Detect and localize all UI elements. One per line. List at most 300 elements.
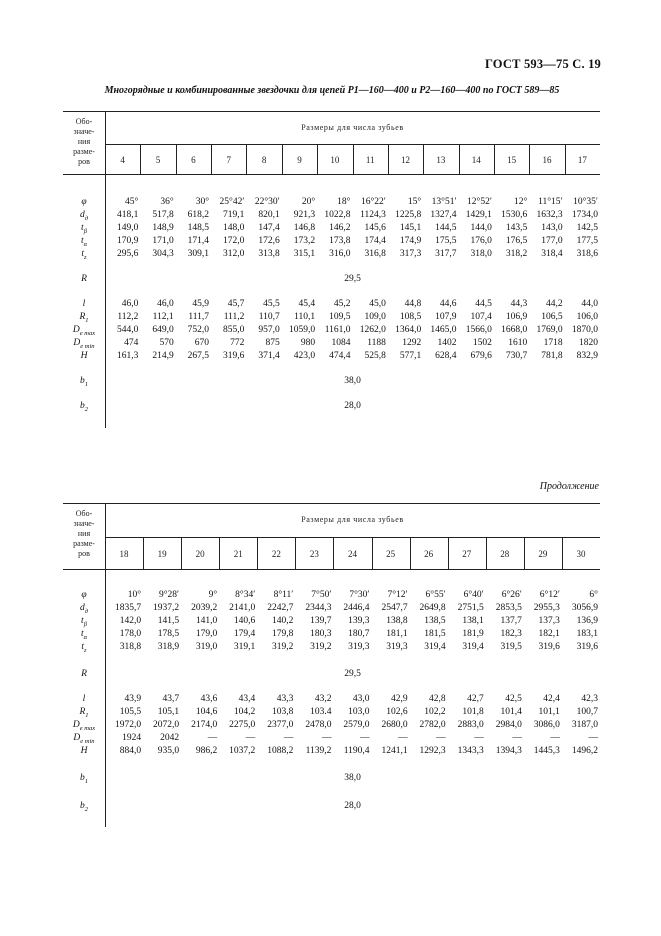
row-symbol-letter: D (72, 325, 80, 335)
table-cell: 10°35′ (573, 197, 598, 207)
table-cell: 36° (160, 197, 174, 207)
row-symbol-subscript: 1 (85, 316, 89, 324)
row-symbol (63, 669, 105, 679)
row-symbol (63, 603, 105, 615)
row-symbol-subscript: β (83, 227, 87, 235)
table-cell: 109,5 (329, 312, 351, 322)
table-cell: 2275,0 (229, 720, 256, 730)
row-symbol (63, 401, 105, 413)
table-cell: 45,9 (192, 299, 210, 309)
table-cell: — (360, 733, 370, 743)
table-cell: 111,2 (223, 312, 245, 322)
row-symbol-subscript: α (83, 240, 88, 248)
table-cell: 318,9 (157, 642, 180, 652)
designation-header-line: ния (77, 529, 91, 538)
table-cell: 144,0 (470, 223, 492, 233)
table-cell: 319,2 (310, 642, 332, 652)
designation-header-line: ния (77, 137, 91, 146)
table-cell: 101,1 (538, 707, 560, 717)
table-cell: 2680,0 (381, 720, 408, 730)
designation-header-line: разме- (73, 147, 95, 156)
table-cell: 319,6 (538, 642, 560, 652)
table-cell: 44,2 (546, 299, 563, 309)
table-cell: 2344,3 (305, 603, 332, 613)
teeth-number-cell: 28 (500, 549, 510, 559)
table-cell: 148,9 (152, 223, 174, 233)
row-symbol-letter: H (80, 351, 88, 361)
header-bottom-rule (63, 174, 600, 175)
table-cell: 42,7 (467, 694, 484, 704)
table-cell: 1937,2 (153, 603, 180, 613)
table-cell: 884,0 (119, 746, 142, 756)
table-cell: 16°22′ (360, 197, 386, 207)
table-cell: 1924 (122, 733, 142, 743)
row-symbol (63, 733, 105, 745)
table-cell: 179,8 (271, 629, 294, 639)
table-cell: 22°30′ (254, 197, 280, 207)
table-cell: 143,5 (505, 223, 528, 233)
table-cell: 174,4 (364, 236, 386, 246)
row-symbol-letter: t (81, 249, 85, 259)
table-cell: 13°51′ (431, 197, 457, 207)
table-cell: 20° (301, 197, 316, 207)
table-cell: 6°26′ (501, 590, 522, 600)
table-cell: 147,4 (258, 223, 280, 233)
table-cell: 6°12′ (539, 590, 560, 600)
table-cell: 104,6 (195, 707, 218, 717)
table-cell: 1059,0 (289, 325, 316, 335)
table-cell: 106,5 (541, 312, 563, 322)
table-cell: 172,0 (223, 236, 245, 246)
teeth-number-cell: 11 (365, 155, 375, 165)
row-symbol-letter: D (73, 338, 81, 348)
table-cell: 146,2 (329, 223, 351, 233)
table-cell: 313,8 (258, 249, 280, 259)
table-cell: 45,5 (263, 299, 280, 309)
row-symbol (63, 312, 105, 324)
table-cell: 3086,0 (533, 720, 560, 730)
row-symbol-subscript: α (83, 633, 88, 641)
table-cell: 104,2 (233, 707, 256, 717)
table-cell: 935,0 (157, 746, 180, 756)
row-symbol-letter: b (80, 801, 85, 811)
table-cell: 1037,2 (229, 746, 256, 756)
designation-header-line: ров (78, 549, 90, 558)
teeth-number-cell: 18 (119, 549, 129, 559)
table-cell: 173,8 (329, 236, 351, 246)
designation-header-line: значе- (73, 519, 95, 528)
table-cell: 1188 (367, 338, 386, 348)
row-symbol-letter: d (79, 210, 85, 220)
row-symbol-letter: D (73, 733, 81, 743)
row-symbol (63, 642, 105, 654)
table-cell: 136,9 (576, 616, 598, 626)
table-cell: 176,0 (470, 236, 492, 246)
table-cell: 319,5 (500, 642, 522, 652)
row-symbol-letter: R (79, 707, 86, 717)
teeth-number-cell: 24 (347, 549, 357, 559)
merged-value: 29,5 (344, 669, 361, 679)
table-cell: 44,6 (439, 299, 457, 309)
teeth-number-cell: 15 (507, 155, 517, 165)
table-cell: 986,2 (195, 746, 218, 756)
table-cell: — (512, 733, 522, 743)
table-cell: 173,2 (293, 236, 316, 246)
row-symbol-subscript: д (84, 607, 89, 615)
table-cell: — (283, 733, 294, 743)
row-symbol (63, 210, 105, 222)
table-cell: 102,2 (424, 707, 446, 717)
teeth-number-cell: 8 (261, 155, 267, 165)
teeth-number-cell: 17 (577, 155, 587, 165)
table-cell: 1292,3 (419, 746, 446, 756)
table-cell: 112,2 (117, 312, 139, 322)
table-cell: — (398, 733, 408, 743)
row-symbol-letter: R (81, 669, 87, 679)
table-cell: 149,0 (116, 223, 139, 233)
teeth-number-cell: 27 (462, 549, 472, 559)
table-cell: 139,7 (310, 616, 332, 626)
table-cell: 9° (208, 590, 218, 600)
table-cell: 312,0 (223, 249, 245, 259)
table-cell: 875 (265, 338, 280, 348)
table-cell: 45,2 (333, 299, 351, 309)
designation-header-line: значе- (73, 127, 95, 136)
table-cell: 25°42′ (219, 197, 245, 207)
row-symbol (63, 773, 105, 785)
table-cell: 110,1 (294, 312, 316, 322)
table-cell: 474,4 (329, 351, 351, 361)
teeth-number-cell: 21 (233, 549, 243, 559)
teeth-number-cell: 4 (120, 155, 125, 165)
row-symbol-subscript: z (84, 253, 87, 261)
table-cell: 181,1 (386, 629, 408, 639)
table-cell: 3187,0 (571, 720, 598, 730)
table-top-rule (63, 111, 600, 112)
teeth-number-cell: 25 (386, 549, 396, 559)
table-cell: 2042 (160, 733, 180, 743)
row-symbol-subscript: 1 (85, 711, 89, 719)
row-symbol-letter: b (80, 773, 85, 783)
table-cell: 100,7 (576, 707, 598, 717)
table-cell: 8°11′ (273, 590, 294, 600)
row-symbol-letter: b (80, 376, 85, 386)
merged-value: 28,0 (344, 401, 361, 411)
table-cell: 2883,0 (457, 720, 484, 730)
teeth-number-cell: 9 (297, 155, 302, 165)
table-cell: 1190,4 (343, 746, 370, 756)
table-cell: 1870,0 (571, 325, 598, 335)
table-cell: 148,0 (223, 223, 245, 233)
table-cell: 1835,7 (114, 603, 142, 613)
table-cell: 2853,5 (495, 603, 522, 613)
table-cell: 1364,0 (395, 325, 422, 335)
table-cell: 179,0 (195, 629, 218, 639)
row-symbol-letter: b (80, 401, 85, 411)
table-cell: 772 (230, 338, 245, 348)
row-symbol (63, 616, 105, 628)
table-cell: 171,0 (152, 236, 174, 246)
table-cell: 318,4 (541, 249, 563, 259)
table-cell: 42,5 (505, 694, 522, 704)
table-cell: 2446,4 (343, 603, 370, 613)
table-cell: 44,0 (581, 299, 598, 309)
merged-value: 38,0 (344, 773, 361, 783)
table-cell: 181,5 (424, 629, 446, 639)
table-cell: 2782,0 (419, 720, 446, 730)
table-cell: 309,1 (187, 249, 210, 259)
table-cell: 43,4 (238, 694, 256, 704)
table-cell: 44,3 (510, 299, 528, 309)
table-cell: 102,6 (386, 707, 408, 717)
table-cell: 719,1 (223, 210, 245, 220)
table-cell: 171,4 (187, 236, 210, 246)
table-cell: 46,0 (157, 299, 174, 309)
teeth-number-cell: 10 (330, 155, 340, 165)
teeth-number-cell: 26 (424, 549, 434, 559)
table-cell: 2955,3 (533, 603, 560, 613)
table-cell: 145,1 (399, 223, 422, 233)
table-cell: 182,1 (538, 629, 560, 639)
table-cell: 30° (195, 197, 210, 207)
row-symbol-subscript: д (84, 214, 89, 222)
table-cell: 42,9 (390, 694, 408, 704)
row-symbol-letter: t (81, 616, 84, 626)
table-cell: 3056,9 (571, 603, 598, 613)
row-symbol (63, 376, 105, 388)
table-cell: 418,1 (116, 210, 139, 220)
merged-value: 29,5 (344, 274, 361, 284)
designation-header (63, 117, 105, 167)
table-cell: 1465,0 (430, 325, 457, 335)
table-cell: 172,6 (258, 236, 280, 246)
table-cell: 106,0 (576, 312, 598, 322)
table-cell: 1530,6 (501, 210, 528, 220)
table-cell: 142,0 (119, 616, 142, 626)
table-cell: 140,2 (271, 616, 294, 626)
table-cell: 143,0 (541, 223, 563, 233)
row-symbol-subscript: e min (80, 342, 95, 350)
table-cell: 43,2 (314, 694, 332, 704)
table-cell: 42,8 (429, 694, 446, 704)
table-cell: 2141,0 (229, 603, 256, 613)
row-symbol (63, 223, 105, 235)
table-cell: 144,5 (435, 223, 457, 233)
table-cell: 315,1 (293, 249, 316, 259)
table-cell: 141,5 (157, 616, 180, 626)
sprocket-table-2 (63, 503, 600, 827)
table-cell: 140,6 (233, 616, 256, 626)
teeth-number-cell: 6 (191, 155, 196, 165)
table-cell: 106,9 (505, 312, 528, 322)
table-cell: 107,4 (470, 312, 492, 322)
table-cell: 2072,0 (153, 720, 180, 730)
table-cell: 1241,1 (381, 746, 408, 756)
table-cell: 138,5 (424, 616, 446, 626)
table-top-rule (63, 503, 600, 504)
table-cell: 474 (124, 338, 139, 348)
table-cell: 319,3 (348, 642, 370, 652)
designation-header-line: Обо- (75, 509, 93, 518)
table-cell: 317,7 (435, 249, 457, 259)
table-cell: 177,0 (541, 236, 563, 246)
table-cell: 319,1 (233, 642, 256, 652)
merged-value: 28,0 (344, 801, 361, 811)
row-symbol-letter: t (80, 236, 84, 246)
table-cell: 752,0 (187, 325, 210, 335)
table-cell: 319,3 (386, 642, 408, 652)
table-cell: 8°34′ (235, 590, 256, 600)
table-cell: 1820 (578, 338, 598, 348)
table-cell: 45,0 (369, 299, 386, 309)
table-cell: 2478,0 (305, 720, 332, 730)
table-cell: 1022,8 (324, 210, 351, 220)
table-cell: 319,6 (223, 351, 245, 361)
table-cell: 1668,0 (501, 325, 528, 335)
row-symbol (63, 197, 105, 207)
table-cell: 7°12′ (387, 590, 408, 600)
table-cell: 1327,4 (430, 210, 457, 220)
table-cell: 679,6 (470, 351, 492, 361)
row-symbol-letter: t (81, 642, 85, 652)
table-cell: 148,5 (187, 223, 210, 233)
table-title: Многорядные и комбинированные звездочки для цепей Р1—160—400 и Р2—160—400 по ГОСТ 589—85 (104, 85, 560, 96)
table-cell: — (321, 733, 332, 743)
table-cell: 12°52′ (467, 197, 492, 207)
designation-header-line: Обо- (75, 117, 93, 126)
table-cell: 139,3 (348, 616, 370, 626)
table-cell: 318,6 (576, 249, 598, 259)
page-header: ГОСТ 593—75 С. 19 (484, 57, 601, 71)
table-cell: 318,2 (505, 249, 528, 259)
teeth-count-header: Размеры для числа зубьев (301, 123, 404, 132)
table-cell: 108,5 (399, 312, 422, 322)
teeth-number-cell: 14 (471, 155, 481, 165)
row-symbol-subscript: 2 (84, 805, 88, 813)
table-cell: 1084 (331, 338, 351, 348)
table-cell: 145,6 (364, 223, 386, 233)
table-cell: 101,4 (500, 707, 522, 717)
teeth-number-cell: 23 (309, 549, 319, 559)
table-cell: 855,0 (223, 325, 245, 335)
row-symbol (63, 236, 105, 248)
table-cell: 1734,0 (571, 210, 598, 220)
table-cell: 1124,3 (360, 210, 386, 220)
table-cell: 43,7 (162, 694, 180, 704)
table-cell: 980 (300, 338, 316, 348)
teeth-number-cell: 20 (195, 549, 205, 559)
row-symbol-subscript: 2 (84, 405, 88, 413)
row-symbol (63, 801, 105, 813)
row-symbol-subscript: e max (79, 329, 96, 337)
table-cell: 1402 (437, 338, 457, 348)
table-cell: 2984,0 (495, 720, 522, 730)
table-cell: 9°28′ (158, 590, 180, 600)
table-cell: 1225,8 (395, 210, 422, 220)
row-symbol (63, 299, 105, 309)
table-cell: 183,1 (576, 629, 598, 639)
table-cell: 137,7 (500, 616, 522, 626)
row-symbol-letter: l (82, 299, 86, 309)
table-cell: 11°15′ (538, 197, 563, 207)
table-cell: 319,6 (576, 642, 598, 652)
table-cell: 317,3 (399, 249, 422, 259)
table-cell: 517,8 (152, 210, 174, 220)
table-cell: 267,5 (187, 351, 210, 361)
table-cell: — (588, 733, 598, 743)
table-cell: 176,5 (505, 236, 528, 246)
row-symbol-letter: d (79, 603, 85, 613)
table-cell: 921,3 (293, 210, 316, 220)
table-cell: 46,0 (121, 299, 139, 309)
table-cell: 138,8 (386, 616, 408, 626)
table-cell: 112,1 (152, 312, 174, 322)
table-cell: 2039,2 (191, 603, 218, 613)
table-cell: 820,1 (258, 210, 280, 220)
table-cell: 10° (127, 590, 142, 600)
table-cell: 525,8 (364, 351, 386, 361)
designation-header-line: ров (78, 157, 90, 166)
table-cell: 304,3 (152, 249, 174, 259)
table-cell: 109,0 (364, 312, 386, 322)
table-cell: 1972,0 (114, 720, 142, 730)
table-cell: 1566,0 (465, 325, 492, 335)
table-cell: 180,3 (310, 629, 332, 639)
row-symbol-letter: H (80, 746, 88, 756)
table-cell: 107,9 (435, 312, 457, 322)
table-cell: 1610 (508, 338, 528, 348)
table-cell: 1343,3 (457, 746, 484, 756)
table-cell: 42,3 (581, 694, 598, 704)
teeth-number-cell: 22 (271, 549, 281, 559)
table-cell: 180,7 (348, 629, 370, 639)
table-cell: 318,0 (470, 249, 492, 259)
table-cell: 141,0 (195, 616, 218, 626)
table-cell: 316,8 (364, 249, 386, 259)
table-cell: 730,7 (505, 351, 528, 361)
table-cell: 44,5 (475, 299, 492, 309)
table-cell: 1161,0 (324, 325, 351, 335)
table-cell: 45,4 (298, 299, 316, 309)
table-cell: 179,4 (233, 629, 256, 639)
designation-header (63, 509, 105, 559)
table-cell: 1632,3 (536, 210, 563, 220)
table-cell: 6°55′ (425, 590, 446, 600)
row-symbol-letter: t (80, 629, 84, 639)
table-cell: — (207, 733, 218, 743)
row-symbol-letter: R (81, 274, 87, 284)
table-cell: — (550, 733, 560, 743)
table-cell: 142,5 (576, 223, 598, 233)
table-cell: 1262,0 (359, 325, 386, 335)
row-symbol (63, 707, 105, 719)
table-cell: 570 (159, 338, 174, 348)
table-cell: 295,6 (116, 249, 139, 259)
table-cell: 45° (125, 197, 139, 207)
teeth-number-cell: 7 (226, 155, 231, 165)
table-cell: 1139,2 (305, 746, 332, 756)
table-cell: 15° (407, 197, 422, 207)
teeth-number-cell: 19 (157, 549, 167, 559)
table-cell: 2751,5 (457, 603, 484, 613)
row-symbol (63, 629, 105, 641)
table-cell: 45,7 (227, 299, 245, 309)
table-cell: 103.4 (310, 707, 332, 717)
row-symbol-letter: R (79, 312, 86, 322)
table-cell: 182,3 (500, 629, 522, 639)
table-cell: 43,9 (124, 694, 142, 704)
row-symbol-letter: l (82, 694, 86, 704)
